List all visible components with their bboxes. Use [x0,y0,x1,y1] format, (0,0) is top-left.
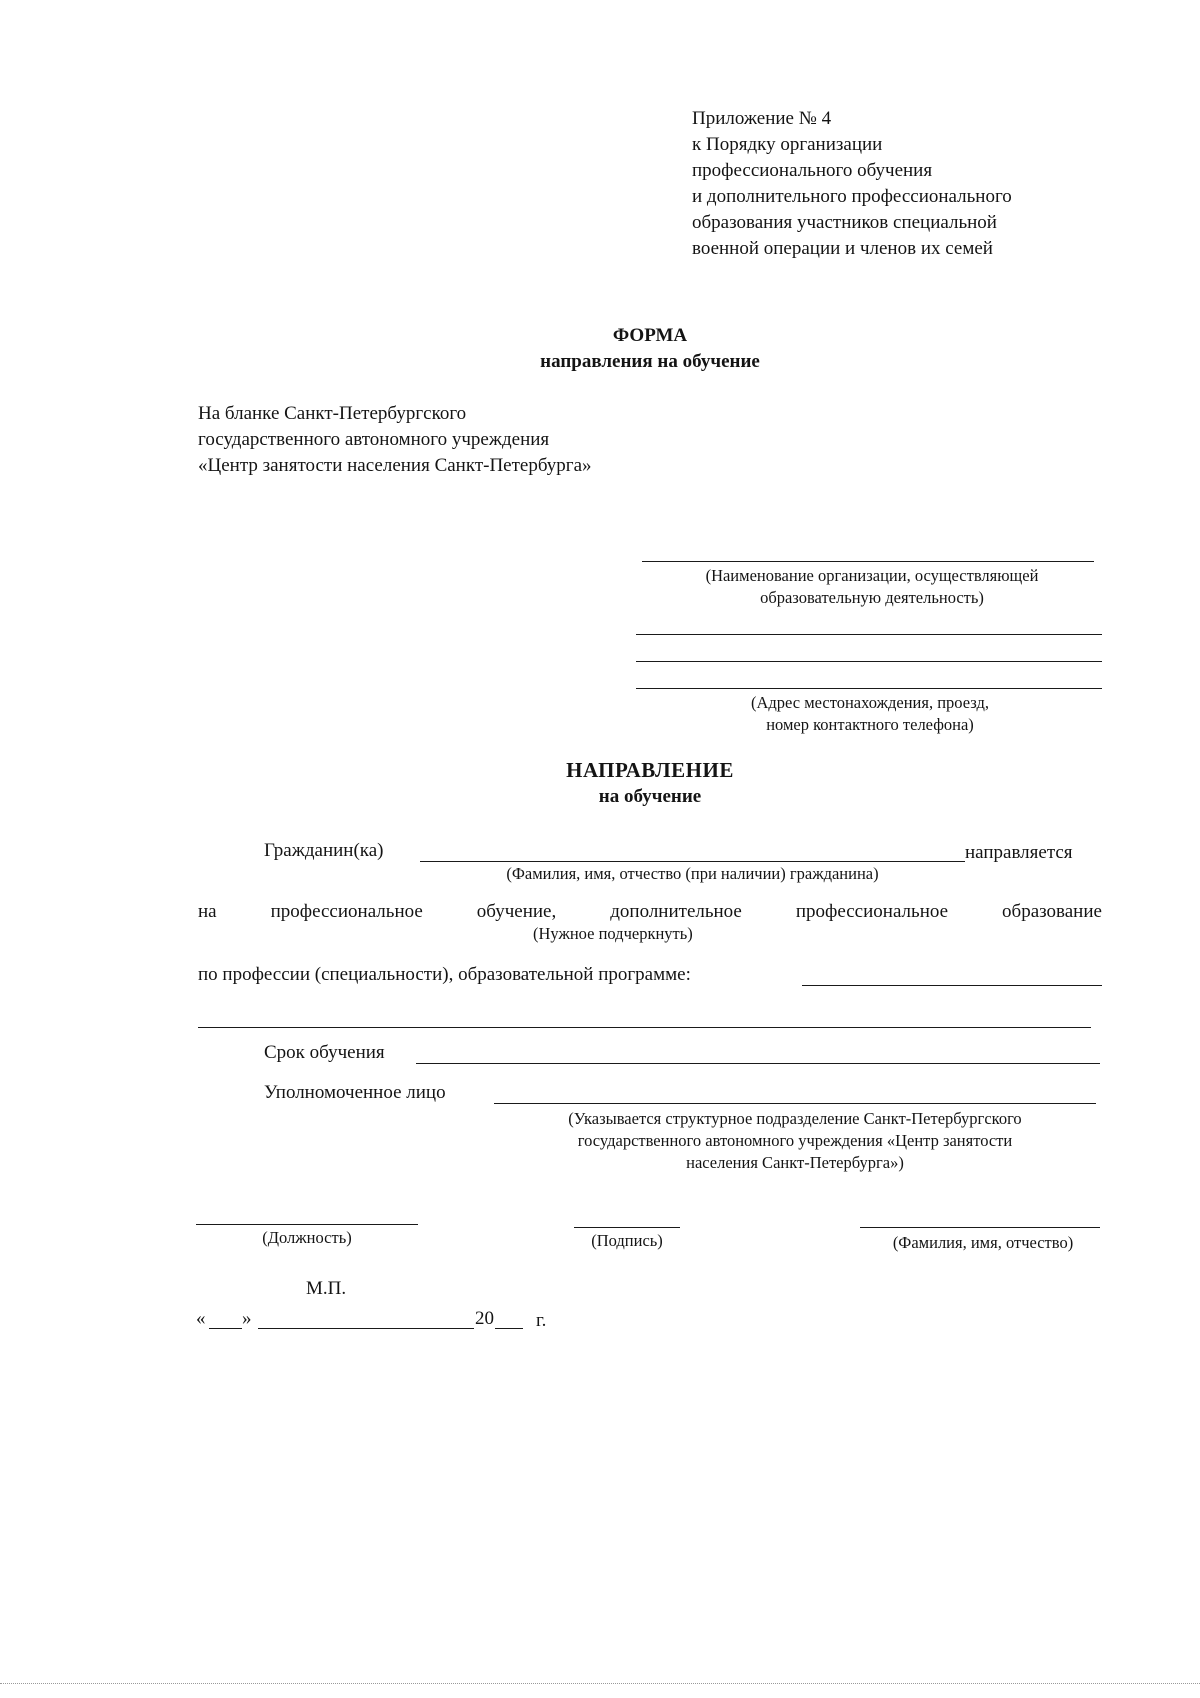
address-caption [700,692,1040,736]
appendix-block [692,106,1012,262]
date-year-prefix: 20 [475,1308,494,1329]
training-type-row [198,899,1102,925]
citizen-label: Гражданин(ка) [264,840,384,861]
address-line-3[interactable] [636,688,1102,689]
address-line-1[interactable] [636,634,1102,635]
signature-line[interactable] [574,1227,680,1228]
date-day-line[interactable] [209,1328,242,1329]
form-heading [450,323,850,375]
letterhead-line: «Центр занятости населения Санкт-Петербурга» [198,455,592,476]
training-caption: (Нужное подчеркнуть) [533,924,693,943]
caption-line: (Наименование организации, осуществляющей [705,566,1039,585]
citizen-caption: (Фамилия, имя, отчество (при наличии) гражданина) [506,864,879,883]
organization-caption [652,565,1092,609]
duration-label: Срок обучения [264,1042,385,1063]
caption-line: (Указывается структурное подразделение Санкт-Петербургского [568,1109,1022,1128]
program-line-1[interactable] [802,985,1102,986]
letterhead-line: На бланке Санкт-Петербургского [198,403,467,424]
caption-line: населения Санкт-Петербурга») [686,1153,904,1172]
appendix-line: и дополнительного профессионального [692,186,1012,207]
citizen-suffix: направляется [965,842,1073,863]
letterhead-block [198,401,592,479]
appendix-line: к Порядку организации [692,134,883,155]
organization-name-line[interactable] [642,561,1094,562]
stamp-label: М.П. [306,1278,347,1299]
direction-subtitle: на обучение [598,786,702,807]
authorized-caption [494,1108,1096,1174]
caption-line: образовательную деятельность) [760,588,984,607]
citizen-name-line[interactable] [420,861,965,862]
signature-caption: (Подпись) [591,1231,663,1250]
training-option-additional[interactable]: дополнительное [610,901,742,922]
training-word: обучение, [476,901,557,922]
letterhead-line: государственного автономного учреждения [198,429,550,450]
caption-line: номер контактного телефона) [766,715,974,734]
training-word: профессиональное [795,901,949,922]
program-label: по профессии (специальности), образовательной программе: [198,964,691,985]
authorized-line[interactable] [494,1103,1096,1104]
caption-line: (Адрес местонахождения, проезд, [750,693,989,712]
date-year-suffix: г. [536,1310,547,1331]
position-caption: (Должность) [262,1228,352,1247]
date-open-quote: « [196,1308,206,1329]
scan-edge-artifact [0,1683,1200,1684]
appendix-line: Приложение № 4 [692,108,832,129]
date-month-line[interactable] [258,1328,474,1329]
full-name-caption: (Фамилия, имя, отчество) [892,1233,1074,1252]
training-word: образование [1002,901,1102,922]
form-subtitle: направления на обучение [540,351,760,372]
appendix-line: военной операции и членов их семей [692,238,993,259]
appendix-line: образования участников специальной [692,212,997,233]
address-line-2[interactable] [636,661,1102,662]
training-option-professional[interactable]: профессиональное [270,901,423,922]
appendix-line: профессионального обучения [692,160,933,181]
direction-heading [450,756,850,810]
program-line-2[interactable] [198,1027,1091,1028]
training-word: на [198,901,217,922]
full-name-line[interactable] [860,1227,1100,1228]
direction-title: НАПРАВЛЕНИЕ [566,758,734,782]
duration-line[interactable] [416,1063,1100,1064]
position-line[interactable] [196,1224,418,1225]
date-year-line[interactable] [495,1328,523,1329]
authorized-label: Уполномоченное лицо [264,1082,446,1103]
caption-line: государственного автономного учреждения «Центр занятости [577,1131,1013,1150]
date-close-quote: » [242,1308,252,1329]
form-title: ФОРМА [612,325,688,346]
